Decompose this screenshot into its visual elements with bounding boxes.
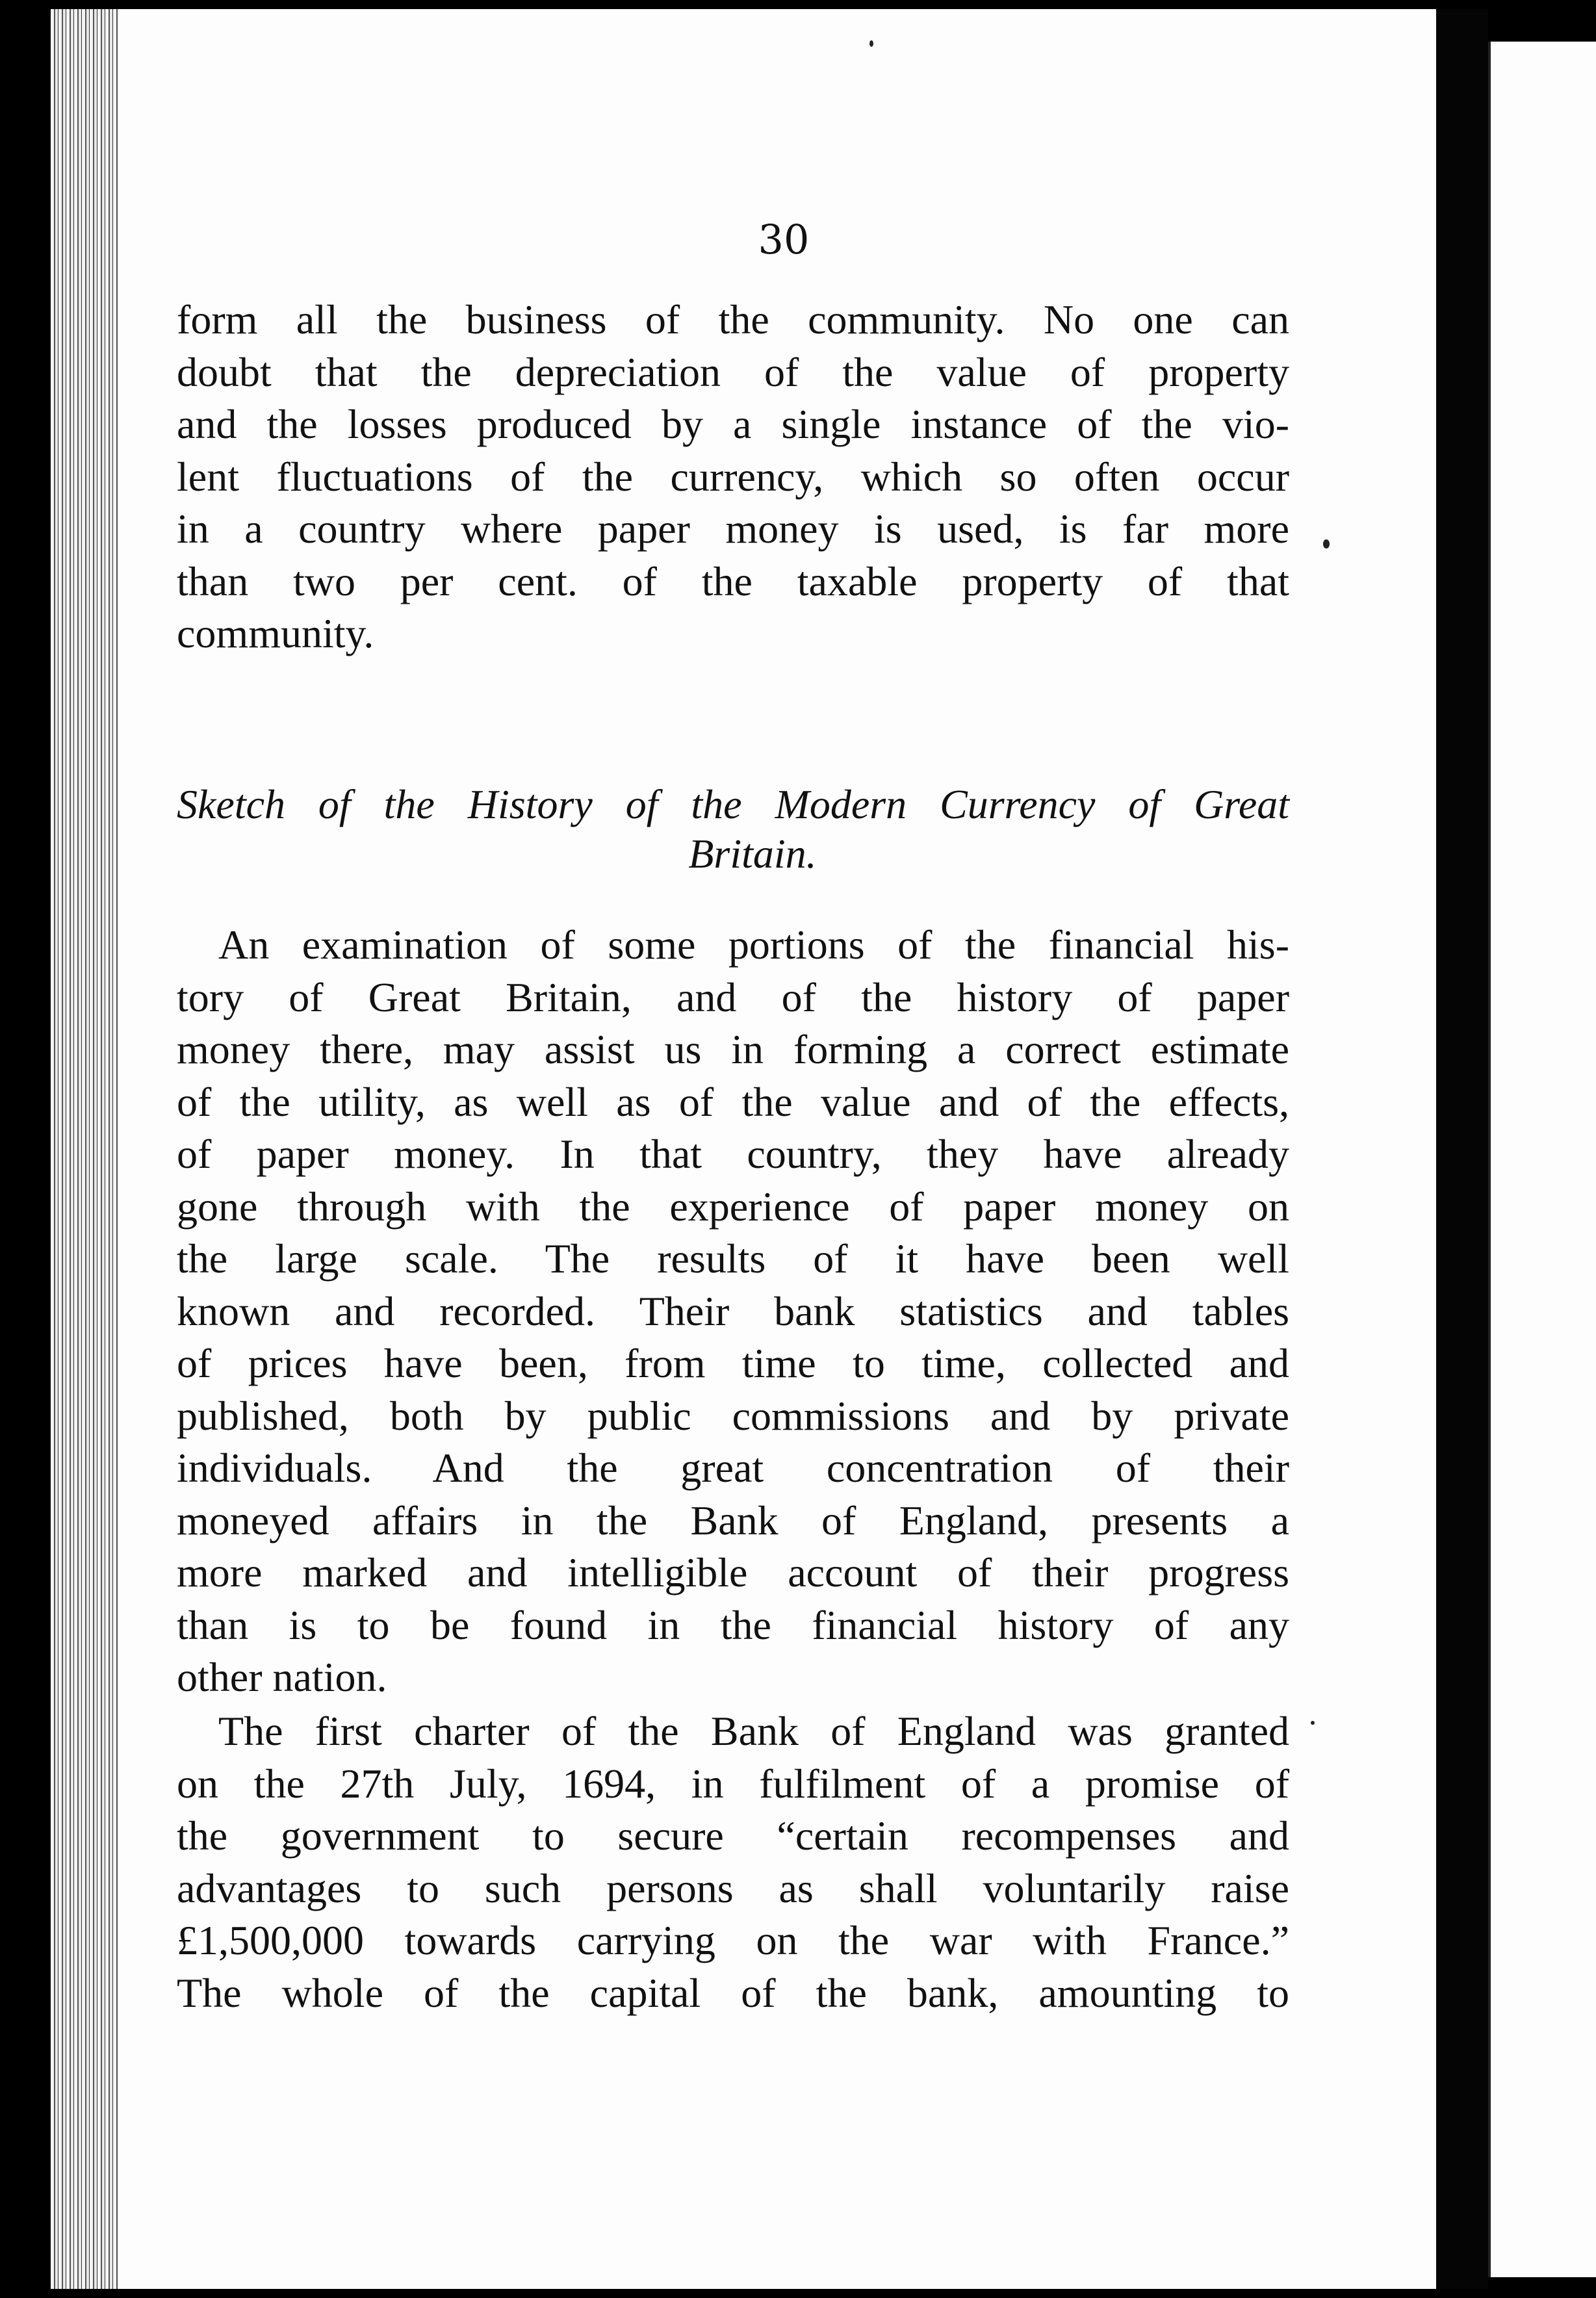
text-line: known and recorded. Their bank statistics and tables: [177, 1287, 1289, 1334]
text-line: in a country where paper money is used, is far more: [177, 506, 1289, 552]
text-line: moneyed affairs in the Bank of England, presents a: [177, 1497, 1289, 1543]
text-line: form all the business of the community. No one can: [177, 296, 1289, 342]
text-line: than two per cent. of the taxable property of that: [177, 558, 1289, 604]
adjacent-page-sliver: [1488, 42, 1596, 2277]
page-gutter-shadow: [1436, 9, 1488, 2289]
text-line: the government to secure “certain recompenses and: [177, 1813, 1289, 1859]
text-line: and the losses produced by a single instance of the vio-: [177, 401, 1289, 447]
text-line: advantages to such persons as shall voluntarily raise: [177, 1865, 1289, 1911]
page-edge-stack: [51, 9, 118, 2289]
text-line: £1,500,000 towards carrying on the war with France.”: [177, 1917, 1289, 1963]
scan-speck: [1323, 539, 1330, 549]
text-line: individuals. And the great concentration of their: [177, 1445, 1289, 1491]
text-line: The first charter of the Bank of England was granted: [218, 1708, 1289, 1754]
text-line: The whole of the capital of the bank, amounting to: [177, 1969, 1289, 2016]
text-line: of paper money. In that country, they have already: [177, 1131, 1289, 1177]
section-heading-line-1: Sketch of the History of the Modern Currency of Great: [177, 781, 1289, 827]
paragraph-bank-charter: [177, 1705, 1289, 2019]
text-line: the large scale. The results of it have been well: [177, 1235, 1289, 1282]
paragraph-continuation: [177, 294, 1289, 660]
text-line: tory of Great Britain, and of the history of paper: [177, 974, 1289, 1020]
text-line: An examination of some portions of the financial his-: [218, 922, 1289, 968]
text-line: community.: [177, 610, 374, 656]
text-line: other nation.: [177, 1654, 387, 1700]
text-line: published, both by public commissions and by private: [177, 1392, 1289, 1439]
text-line: of the utility, as well as of the value and of the effects,: [177, 1078, 1289, 1125]
text-line: than is to be found in the financial history of any: [177, 1601, 1289, 1648]
text-line: more marked and intelligible account of their progress: [177, 1549, 1289, 1595]
scan-speck: [1311, 1721, 1315, 1725]
section-heading-line-2: Britain.: [688, 831, 817, 877]
section-heading: [177, 780, 1289, 879]
text-line: on the 27th July, 1694, in fulfilment of a promise of: [177, 1760, 1289, 1807]
text-line: money there, may assist us in forming a correct estimate: [177, 1026, 1289, 1072]
text-line: of prices have been, from time to time, collected and: [177, 1340, 1289, 1386]
text-line: lent fluctuations of the currency, which so often occur: [177, 453, 1289, 500]
page-number: 30: [758, 216, 810, 263]
scan-speck: [869, 40, 873, 47]
text-line: doubt that the depreciation of the value of property: [177, 348, 1289, 395]
paragraph-financial-history: [177, 919, 1289, 1704]
text-line: gone through with the experience of paper money on: [177, 1183, 1289, 1230]
